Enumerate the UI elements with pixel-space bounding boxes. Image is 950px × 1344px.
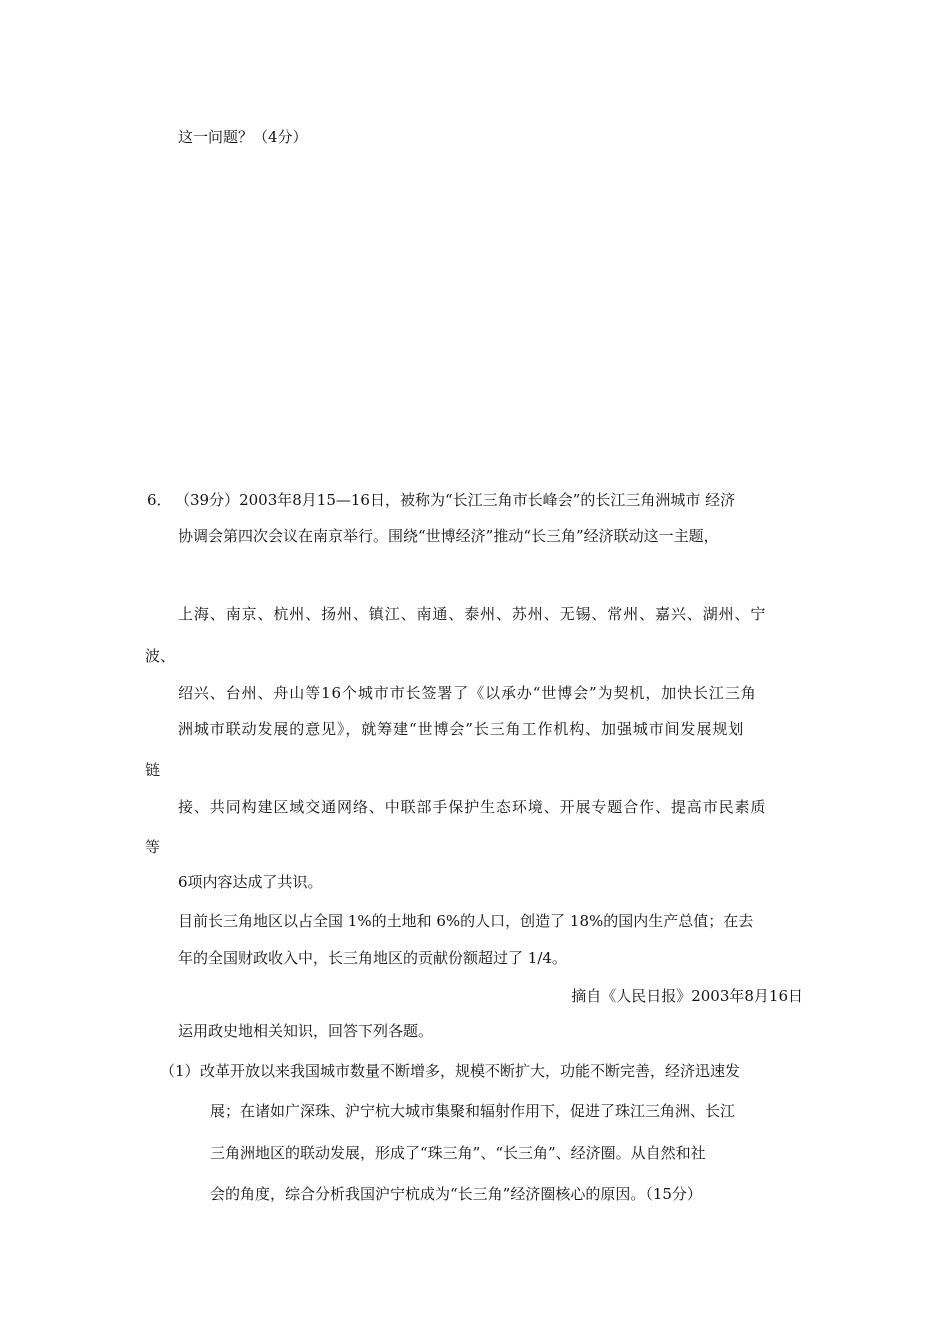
sub-question-text-line: 展；在诸如广深珠、沪宁杭大城市集聚和辐射作用下，促进了珠江三角洲、长江 — [210, 1102, 736, 1120]
instruction-text: 运用政史地相关知识，回答下列各题。 — [178, 1022, 434, 1040]
question-text-line: 等 — [145, 838, 161, 856]
question-text-line: 目前长三角地区以占全国 1%的土地和 6%的人口，创造了 18%的国内生产总值；在去 — [178, 912, 754, 930]
source-citation: 摘自《人民日报》2003年8月16日 — [571, 987, 803, 1005]
question-text-line: 上海、南京、杭州、扬州、镇江、南通、泰州、苏州、无锡、常州、嘉兴、湖州、宁 — [178, 605, 767, 623]
question-text-line: 6项内容达成了共识。 — [178, 873, 323, 891]
sub-question-text-line: 三角洲地区的联动发展，形成了“珠三角”、“长三角”、经济圈。从自然和社 — [210, 1144, 706, 1162]
sub-question-text-line: 改革开放以来我国城市数量不断增多，规模不断扩大，功能不断完善，经济迅速发 — [200, 1062, 741, 1080]
question-text-line: 年的全国财政收入中，长三角地区的贡献份额超过了 1/4。 — [178, 949, 567, 967]
question-text-line: 接、共同构建区域交通网络、中联部手保护生态环境、开展专题合作、提高市民素质 — [178, 798, 767, 816]
sub-question-number: （1） — [160, 1062, 200, 1080]
question-text-line: 绍兴、台州、舟山等16个城市市长签署了《以承办“世博会”为契机，加快长江三角 — [178, 684, 757, 702]
sub-question-text-line: 会的角度，综合分析我国沪宁杭成为“长三角”经济圈核心的原因。（15分） — [210, 1185, 702, 1203]
question-text-line: 链 — [145, 761, 161, 779]
question-text-line: 波、 — [145, 647, 176, 665]
question-text-line: （39分）2003年8月15—16日，被称为“长江三角市长峰会”的长江三角洲城市 经济 — [175, 491, 736, 509]
question-text-line: 协调会第四次会议在南京举行。围绕“世博经济”推动“长三角”经济联动这一主题， — [178, 527, 719, 545]
previous-question-tail: 这一问题？（4分） — [178, 128, 308, 146]
question-number: 6． — [147, 491, 172, 509]
question-text-line: 洲城市联动发展的意见》，就筹建“世博会”长三角工作机构、加强城市间发展规划 — [178, 720, 745, 738]
